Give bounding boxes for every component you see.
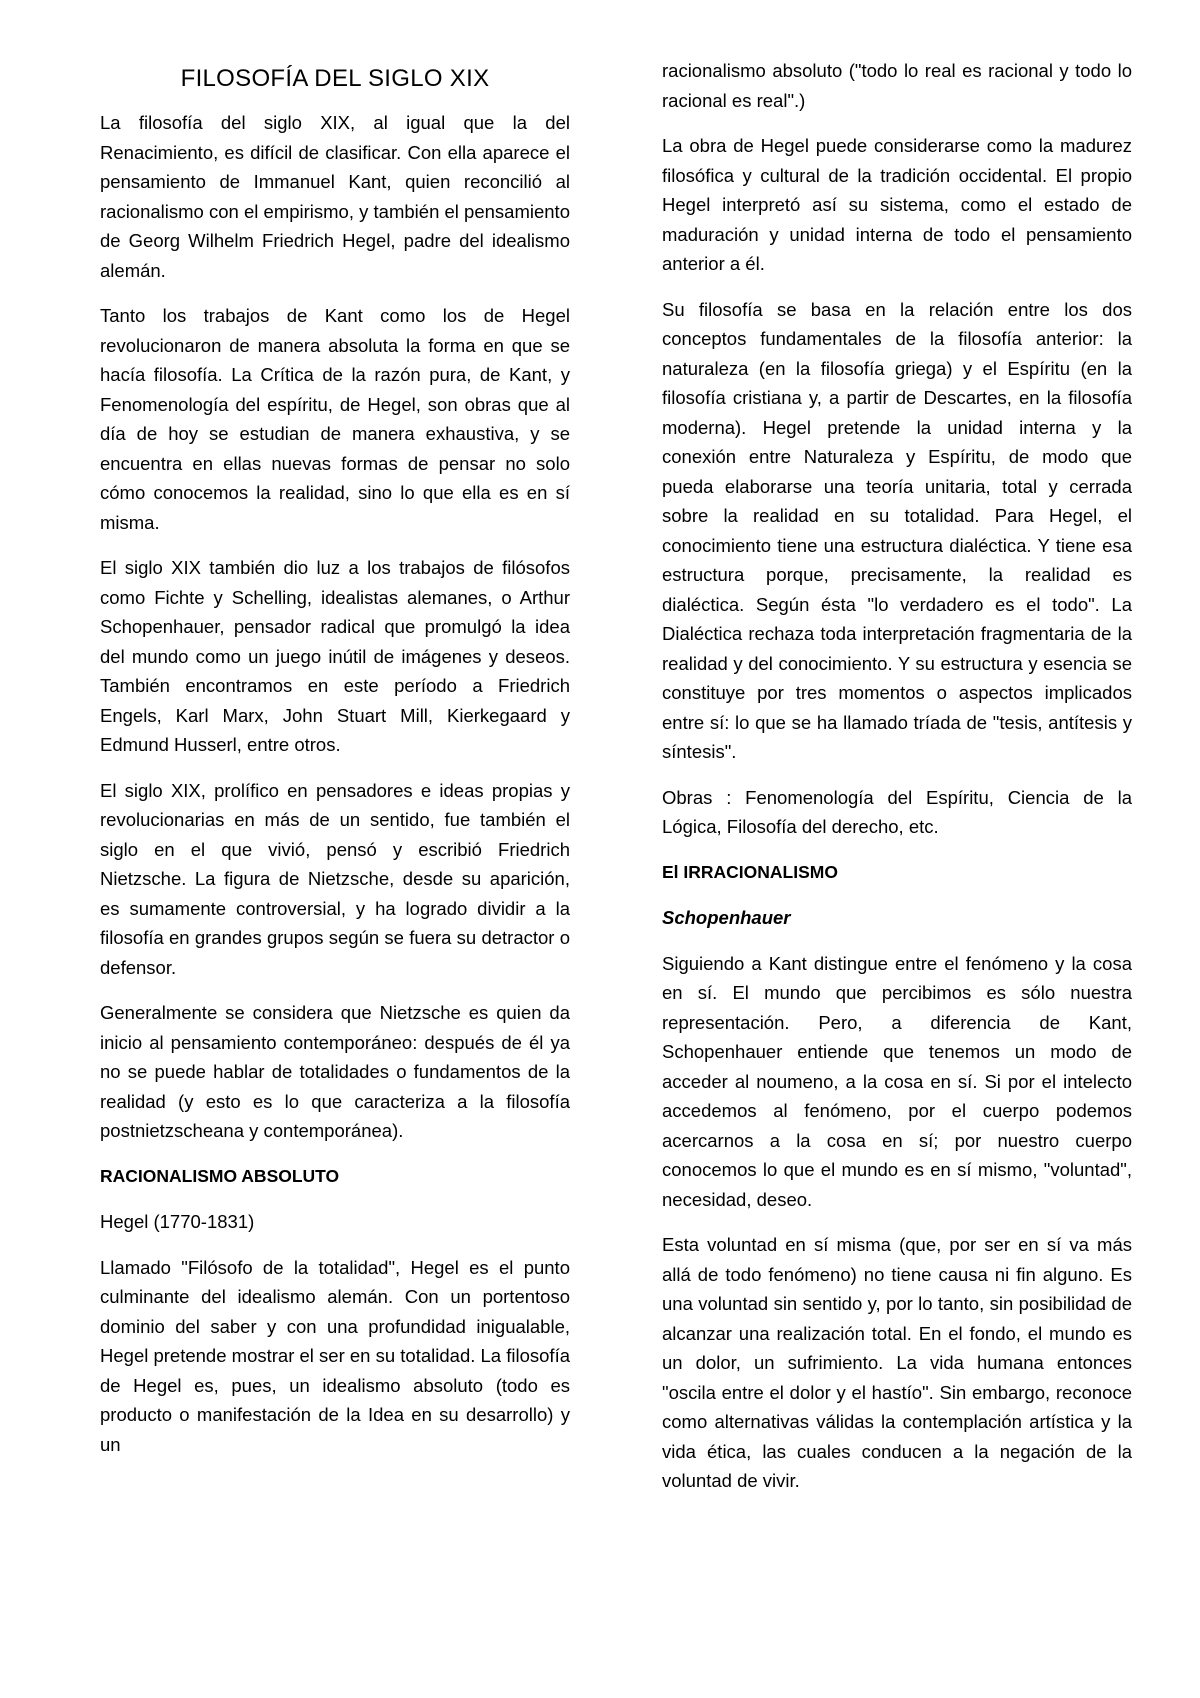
paragraph: Su filosofía se basa en la relación entre los dos conceptos fundamentales de la filosofía anterior: la naturaleza (en la filosofía griega) y el Espíritu (en la filosofía cristiana y, a partir de Descartes, en la filosofía moderna). Hegel pretende la unidad interna y la conexión entre Naturaleza y Espíritu, de modo que pueda elaborarse una teoría unitaria, total y cerrada sobre la realidad en su totalidad. Para Hegel, el conocimiento tiene una estructura dialéctica. Y tiene esa estructura porque, precisamente, la realidad es dialéctica. Según ésta "lo verdadero es el todo". La Dialéctica rechaza toda interpretación fragmentaria de la realidad y del conocimiento. Y su estructura y esencia se constituye por tres momentos o aspectos implicados entre sí: lo que se ha llamado tríada de "tesis, antítesis y síntesis". (662, 298, 1132, 762)
paragraph: La obra de Hegel puede considerarse como la madurez filosófica y cultural de la tradición occidental. El propio Hegel interpretó así su sistema, como el estado de maduración y unidad interna de todo el pensamiento anterior a él. (662, 135, 1132, 274)
paragraph: Tanto los trabajos de Kant como los de Hegel revolucionaron de manera absoluta la forma en que se hacía filosofía. La Crítica de la razón pura, de Kant, y Fenomenología del espíritu, de Hegel, son obras que al día de hoy se estudian de manera exhaustiva, y se encuentra en ellas nuevas formas de pensar no solo cómo conocemos la realidad, sino lo que ella es en sí misma. (100, 305, 570, 533)
paragraph: La filosofía del siglo XIX, al igual que la del Renacimiento, es difícil de clasificar. Con ella aparece el pensamiento de Immanuel Kant, quien reconcilió al racionalismo con el empirismo, y también el pensamiento de Georg Wilhelm Friedrich Hegel, padre del idealismo alemán. (100, 112, 570, 281)
section-heading-racionalismo: RACIONALISMO ABSOLUTO (100, 1165, 340, 1186)
paragraph: Siguiendo a Kant distingue entre el fenómeno y la cosa en sí. El mundo que percibimos es sólo nuestra representación. Pero, a diferencia de Kant, Schopenhauer entiende que tenemos un modo de acceder al noumeno, a la cosa en sí. Si por el intelecto accedemos al fenómeno, por el cuerpo podemos acercarnos a la cosa en sí; por nuestro cuerpo conocemos lo que el mundo es en sí mismo, "voluntad", necesidad, deseo. (662, 952, 1132, 1210)
section-heading-irracionalismo: El IRRACIONALISMO (662, 861, 838, 882)
paragraph: racionalismo absoluto ("todo lo real es racional y todo lo racional es real".) (662, 60, 1132, 111)
left-column (100, 56, 570, 1475)
paragraph: Esta voluntad en sí misma (que, por ser en sí va más allá de todo fenómeno) no tiene causa ni fin alguno. Es una voluntad sin sentido y, por lo tanto, sin posibilidad de alcanzar una realización total. En el fondo, el mundo es un dolor, un sufrimiento. La vida humana entonces "oscila entre el dolor y el hastío". Sin embargo, reconoce como alternativas válidas la contemplación artística y la vida ética, las cuales conducen a la negación de la voluntad de vivir. (662, 1234, 1132, 1491)
paragraph: Llamado "Filósofo de la totalidad", Hegel es el punto culminante del idealismo alemán. Con un portentoso dominio del saber y con una profundidad inigualable, Hegel pretende mostrar el ser en su totalidad. La filosofía de Hegel es, pues, un idealismo absoluto (todo es producto o manifestación de la Idea en su desarrollo) y un (100, 1256, 570, 1455)
page-title: FILOSOFÍA DEL SIGLO XIX (180, 65, 490, 92)
subheading-schopenhauer: Schopenhauer (662, 907, 791, 928)
paragraph: El siglo XIX, prolífico en pensadores e ideas propias y revolucionarias en más de un sentido, fue también el siglo en el que vivió, pensó y escribió Friedrich Nietzsche. La figura de Nietzsche, desde su aparición, es sumamente controversial, y ha logrado dividir a la filosofía en grandes grupos según se fuera su detractor o defensor. (100, 779, 570, 978)
right-column (662, 56, 1132, 1512)
paragraph: El siglo XIX también dio luz a los trabajos de filósofos como Fichte y Schelling, idealistas alemanes, o Arthur Schopenhauer, pensador radical que promulgó la idea del mundo como un juego inútil de imágenes y deseos. También encontramos en este período a Friedrich Engels, Karl Marx, John Stuart Mill, Kierkegaard y Edmund Husserl, entre otros. (100, 557, 570, 755)
paragraph: Obras : Fenomenología del Espíritu, Ciencia de la Lógica, Filosofía del derecho, etc. (662, 786, 1132, 837)
subheading-hegel: Hegel (1770-1831) (100, 1211, 255, 1232)
paragraph: Generalmente se considera que Nietzsche es quien da inicio al pensamiento contemporáneo: después de él ya no se puede hablar de totalidades o fundamentos de la realidad (y esto es lo que caracteriza a la filosofía postnietzscheana y contemporánea). (100, 1002, 570, 1141)
